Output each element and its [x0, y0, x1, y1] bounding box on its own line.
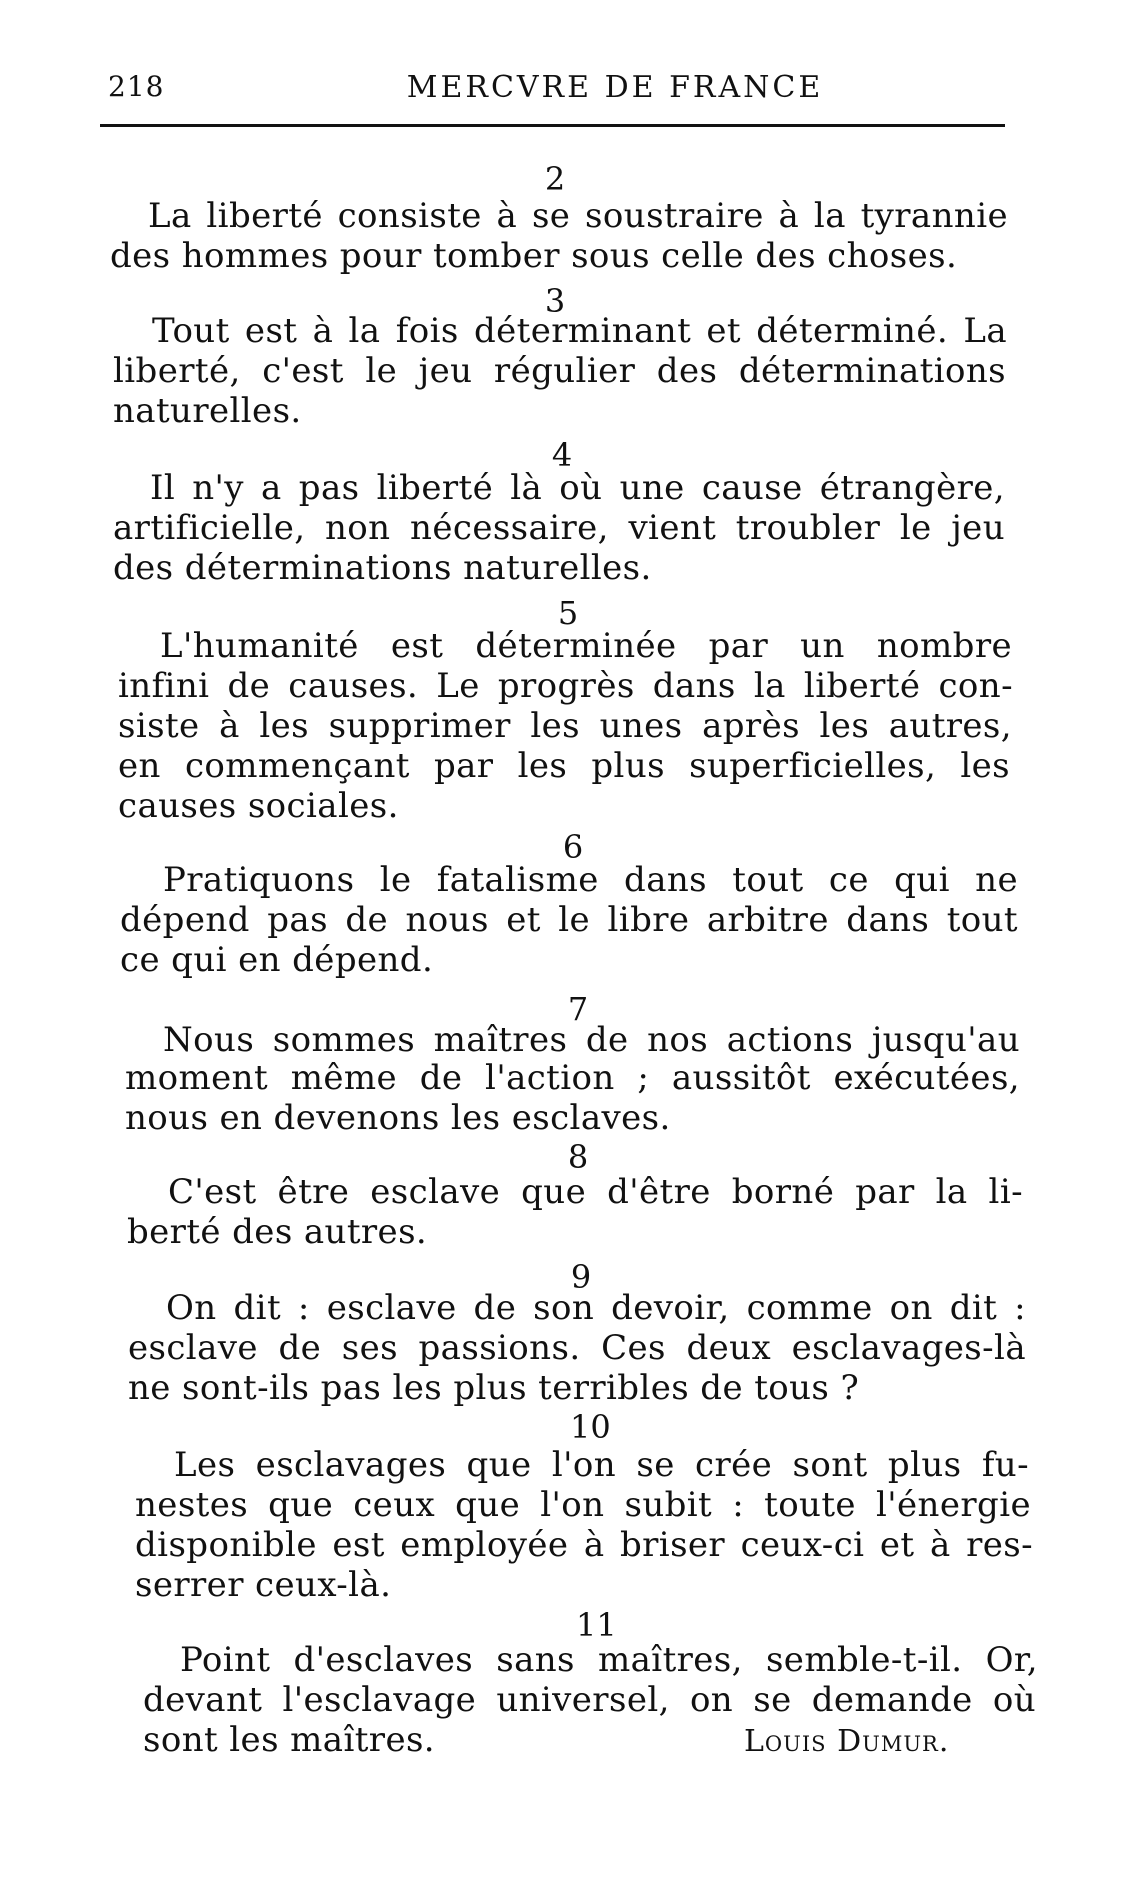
section-number: 7	[567, 990, 589, 1028]
journal-title: MERCVRE DE FRANCE	[406, 70, 824, 105]
section-number: 11	[576, 1606, 617, 1644]
text-line: sont les maîtres.	[143, 1720, 436, 1760]
author-first-name: Louis	[744, 1724, 827, 1759]
text-line: disponible est employée à briser ceux-ci et à res-	[135, 1525, 1033, 1565]
text-line: Pratiquons le fatalisme dans tout ce qui ne	[163, 860, 1018, 900]
section-number: 2	[544, 160, 566, 198]
text-line: Nous sommes maîtres de nos actions jusqu'au	[163, 1020, 1020, 1060]
section-number: 6	[562, 828, 584, 866]
page-number: 218	[108, 70, 165, 103]
text-line: en commençant par les plus superficielles, les	[118, 746, 1010, 786]
section-number: 10	[570, 1408, 611, 1446]
section-number: 4	[551, 436, 573, 474]
section-number: 3	[544, 282, 566, 320]
text-line: Point d'esclaves sans maîtres, semble-t-il. Or,	[180, 1640, 1038, 1680]
header-rule	[100, 124, 1005, 127]
text-line: nestes que ceux que l'on subit : toute l'énergie	[135, 1485, 1031, 1525]
section-number: 8	[567, 1138, 589, 1176]
section-number: 9	[570, 1258, 592, 1296]
text-line: des déterminations naturelles.	[113, 548, 652, 588]
text-line: dépend pas de nous et le libre arbitre dans tout	[120, 900, 1018, 940]
text-line: causes sociales.	[118, 786, 399, 826]
text-line: L'humanité est déterminée par un nombre	[160, 626, 1012, 666]
author-signature	[744, 1724, 949, 1759]
text-line: nous en devenons les esclaves.	[125, 1098, 671, 1138]
text-line: On dit : esclave de son devoir, comme on dit :	[166, 1288, 1026, 1328]
text-line: ne sont-ils pas les plus terribles de tous ?	[128, 1368, 860, 1408]
text-line: infini de causes. Le progrès dans la liberté con-	[118, 666, 1013, 706]
text-line: liberté, c'est le jeu régulier des déterminations	[113, 351, 1006, 391]
text-line: ce qui en dépend.	[120, 940, 434, 980]
section-number: 5	[557, 594, 579, 632]
text-line: esclave de ses passions. Ces deux esclavages-là	[128, 1328, 1026, 1368]
text-line: Tout est à la fois déterminant et déterminé. La	[152, 311, 1007, 351]
author-last-name: Dumur.	[837, 1724, 950, 1759]
text-line: devant l'esclavage universel, on se demande où	[143, 1680, 1036, 1720]
text-line: serrer ceux-là.	[135, 1565, 392, 1605]
text-line: naturelles.	[113, 391, 302, 431]
text-line: Il n'y a pas liberté là où une cause étrangère,	[150, 468, 1005, 508]
text-line: siste à les supprimer les unes après les autres,	[118, 706, 1012, 746]
text-line: artificielle, non nécessaire, vient troubler le jeu	[113, 508, 1005, 548]
text-line: des hommes pour tomber sous celle des choses.	[110, 236, 958, 276]
text-line: berté des autres.	[127, 1212, 428, 1252]
running-head	[100, 70, 1005, 110]
text-line: C'est être esclave que d'être borné par la li-	[168, 1172, 1023, 1212]
text-line: La liberté consiste à se soustraire à la tyrannie	[148, 196, 1008, 236]
text-line: moment même de l'action ; aussitôt exécutées,	[125, 1058, 1020, 1098]
text-line: Les esclavages que l'on se crée sont plus fu-	[174, 1445, 1029, 1485]
